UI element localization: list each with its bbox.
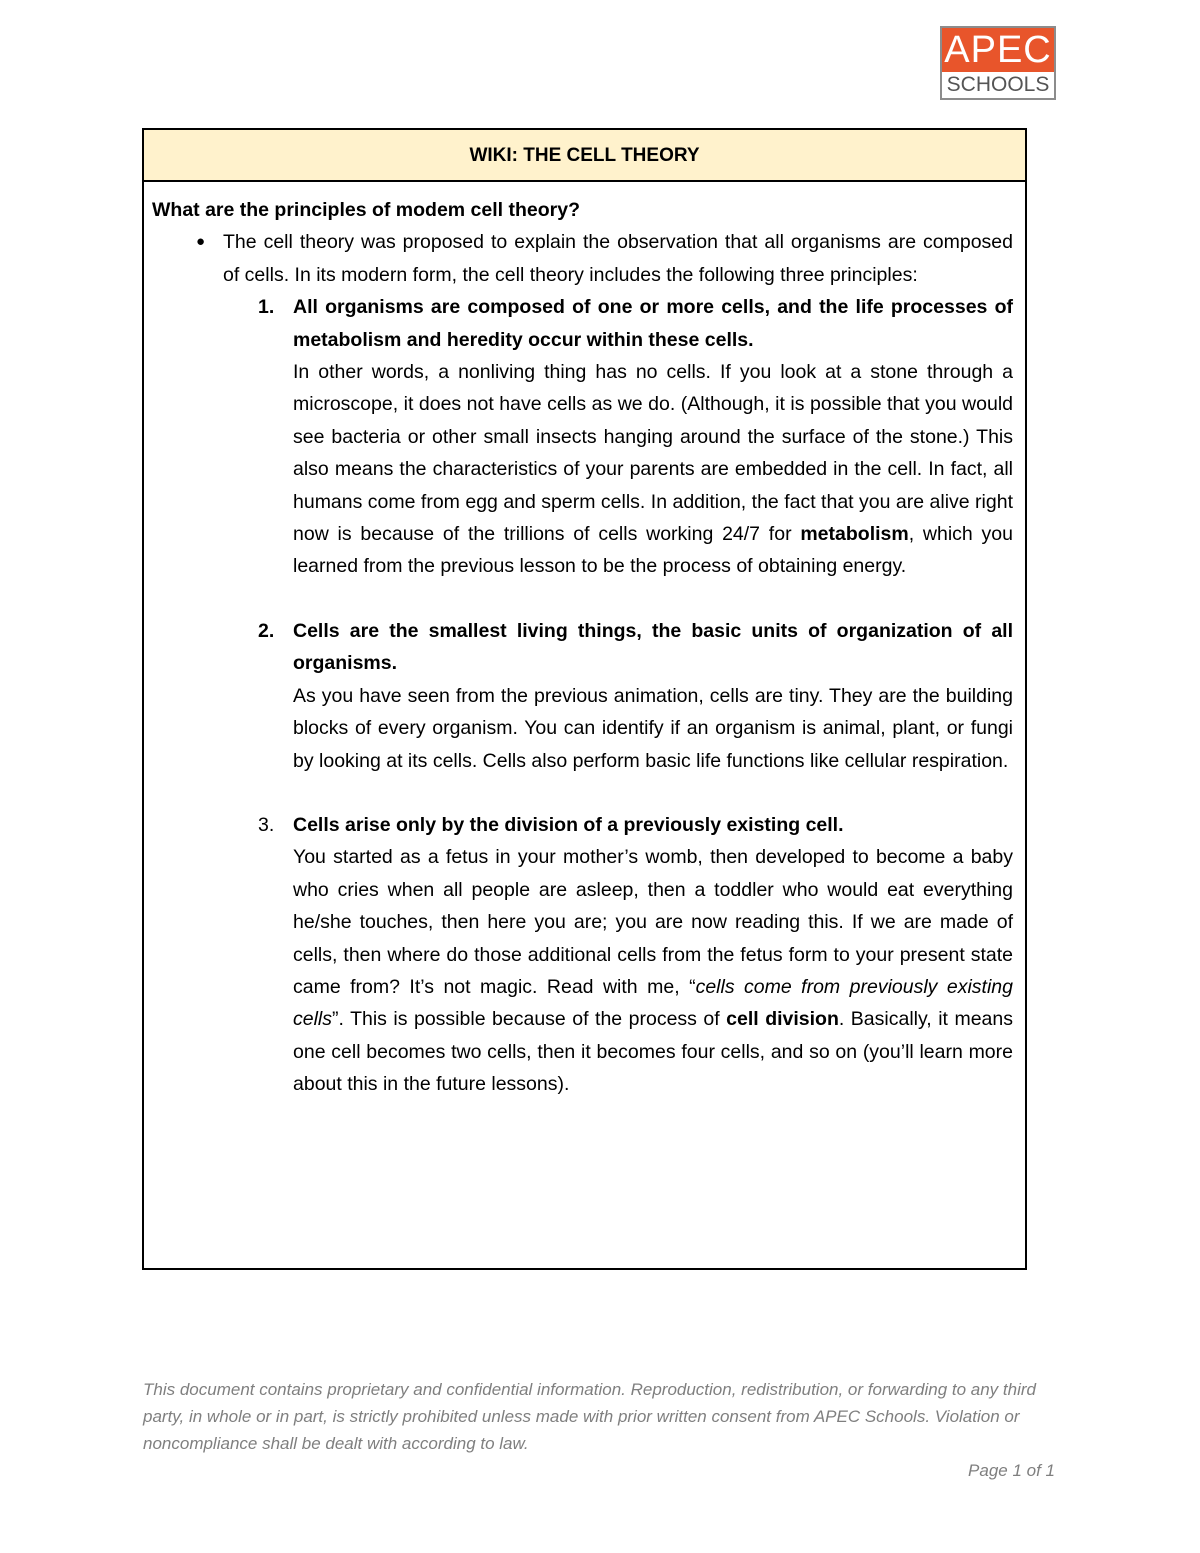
term-metabolism: metabolism: [800, 523, 909, 546]
question-heading: What are the principles of modem cell theory?: [152, 199, 581, 221]
logo-schools-text: SCHOOLS: [946, 73, 1050, 96]
apec-schools-logo: [940, 26, 1056, 100]
principle-text: You started as a fetus in your mother’s womb, then developed to become a baby who cries when all people are asleep, then a toddler who would eat everything he/she touches, then here you are; you are now reading this. If we are made of cells, then where do those additional cells from the fetus form to your present state came from? It’s not magic. Read with me, “cells come from previously existing cells”. This is possible because of the process of cell division. Basically, it means one cell becomes two cells, then it becomes four cells, and so on (you’ll learn more about this in the future lessons).: [293, 846, 1013, 1096]
principle-heading: Cells arise only by the division of a previously existing cell.: [293, 813, 844, 836]
principle-heading: All organisms are composed of one or more cells, and the life processes of metabolism and heredity occur within these cells.: [293, 296, 1013, 351]
bullet-dot-icon: ●: [196, 233, 206, 251]
intro-text: The cell theory was proposed to explain the observation that all organisms are composed of cells. In its modern form, the cell theory includes the following three principles:: [223, 231, 1013, 286]
principle-number: 1.: [258, 296, 275, 319]
principle-3: [152, 809, 1013, 1101]
principle-text: In other words, a nonliving thing has no cells. If you look at a stone through a microscope, it does not have cells as we do. (Although, it is possible that you would see bacteria or other small insects hanging around the surface of the stone.) This also means the characteristics of your parents are embedded in the cell. In fact, all humans come from egg and sperm cells. In addition, the fact that you are alive right now is because of the trillions of cells working 24/7 for metabolism, which you learned from the previous lesson to be the process of obtaining energy.: [293, 361, 1013, 578]
principle-2: [152, 615, 1013, 777]
principle-number: 2.: [258, 619, 275, 642]
page-number: Page 1 of 1: [968, 1461, 1055, 1480]
wiki-body: [144, 182, 1025, 1101]
principle-text: As you have seen from the previous animation, cells are tiny. They are the building blocks of every organism. You can identify if an organism is animal, plant, or fungi by looking at its cells. Cells also perform basic life functions like cellular respiration.: [293, 684, 1013, 772]
quote-text: cells come from previously existing cells: [293, 975, 1013, 1031]
principle-1: [152, 291, 1013, 583]
term-cell-division: cell division: [726, 1008, 839, 1031]
principle-heading: Cells are the smallest living things, the basic units of organization of all organisms.: [293, 619, 1013, 675]
logo-apec-text: APEC: [942, 28, 1054, 72]
confidentiality-disclaimer: This document contains proprietary and confidential information. Reproduction, redistribution, or forwarding to any third party, in whole or in part, is strictly prohibited unless made with prior written consent from APEC Schools. Violation or noncompliance shall be dealt with according to law.: [143, 1380, 1036, 1453]
intro-bullet: [152, 226, 1013, 291]
principle-number: 3.: [258, 813, 275, 836]
wiki-title: WIKI: THE CELL THEORY: [144, 130, 1025, 182]
wiki-box: [142, 128, 1027, 1270]
